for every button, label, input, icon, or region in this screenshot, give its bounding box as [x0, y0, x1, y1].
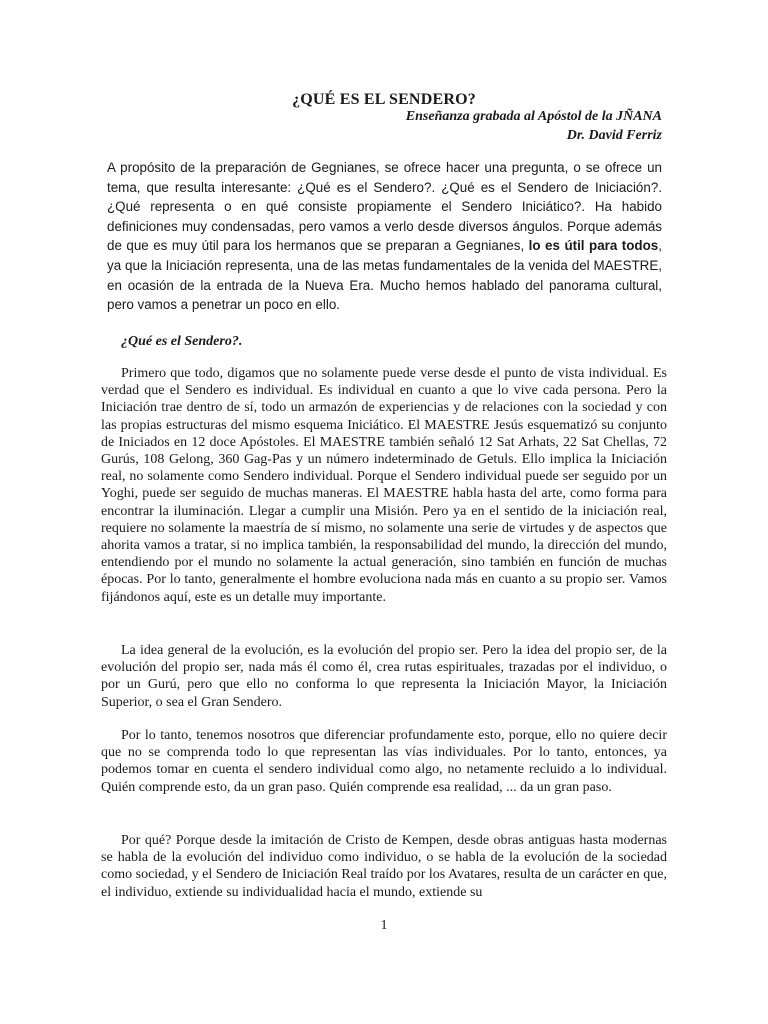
body-paragraph-4: Por qué? Porque desde la imitación de Cristo de Kempen, desde obras antiguas hasta modernas se habla de la evolución del individuo como individuo, o se habla de la evolución de la sociedad como sociedad, y el Sendero de Iniciación Real traído por los Avatares, resulta de un carácter en que, el individuo, extiende su individualidad hacia el mundo, extiende su	[101, 833, 667, 900]
body-paragraph-3: Por lo tanto, tenemos nosotros que diferenciar profundamente esto, porque, ello no quiere decir que no se comprenda todo lo que representan las vías individuales. Por lo tanto, entonces, ya podemos tomar en cuenta el sendero individual como algo, no netamente recluido a lo individual. Quién comprende esto, da un gran paso. Quién comprende esa realidad, ... da un gran paso.	[101, 728, 667, 795]
intro-text-start: A propósito de la preparación de Gegnianes, se ofrece hacer una pregunta, o se ofrece un tema, que resulta interesante: ¿Qué es el Sendero?. ¿Qué es el Sendero de Iniciación?. ¿Qué representa o en qué consiste propiamente el Sendero Iniciático?. Ha habido definiciones muy condensadas, pero vamos a verlo desde diversos ángulos. Porque además de que es muy útil para los hermanos que se preparan a Gegnianes,	[107, 160, 662, 254]
body-paragraph-1: Primero que todo, digamos que no solamente puede verse desde el punto de vista individual. Es verdad que el Sendero es individual. Es individual en cuanto a que lo vive cada persona. Pero la Iniciación trae dentro de sí, todo un armazón de experiencias y de relaciones con la sociedad y con las propias estructuras del mismo esquema Iniciático. El MAESTRE Jesús esquematizó su conjunto de Iniciados en 12 doce Apóstoles. El MAESTRE también señaló 12 Sat Arhats, 22 Sat Chellas, 72 Gurús, 108 Gelong, 360 Gag-Pas y un número indeterminado de Getuls. Ello implica la Iniciación real, no solamente como Sendero individual. Porque el Sendero individual puede ser seguido por un Yoghi, puede ser seguido de muchas maneras. El MAESTRE habla hasta del arte, como forma para encontrar la iluminación. Llegar a cumplir una Misión. Pero ya en el sentido de la iniciación real, requiere no solamente la maestría de sí mismo, no solamente una serie de virtudes y de aspectos que ahorita vamos a tratar, si no implica también, la responsabilidad del mundo, la dirección del mundo, entendiendo por el mundo no solamente la actual generación, sino también en función de muchas épocas. Por lo tanto, generalmente el hombre evoluciona nada más en cuanto a su propio ser. Vamos fijándonos aquí, este es un detalle muy importante.	[101, 366, 667, 605]
document-subtitle: Enseñanza grabada al Apóstol de la JÑANA	[405, 109, 662, 124]
section-heading: ¿Qué es el Sendero?.	[121, 334, 243, 349]
intro-text-bold: lo es útil para todos	[528, 238, 659, 254]
body-paragraph-2: La idea general de la evolución, es la evolución del propio ser. Pero la idea del propio ser, de la evolución del propio ser, nada más él como él, crea rutas espirituales, trazadas por el individuo, o por un Gurú, pero que ello no conforma lo que representa la Iniciación Mayor, la Iniciación Superior, o sea el Gran Sendero.	[101, 643, 667, 710]
page-number: 1	[380, 918, 388, 933]
document-author: Dr. David Ferriz	[566, 128, 662, 143]
intro-text-end: , ya que la Iniciación representa, una de las metas fundamentales de la venida del MAESTRE, en ocasión de la entrada de la Nueva Era. Mucho hemos hablado del panorama cultural, pero vamos a penetrar un poco en ello.	[107, 238, 662, 313]
document-title: ¿QUÉ ES EL SENDERO?	[292, 91, 476, 108]
intro-paragraph	[107, 158, 662, 315]
